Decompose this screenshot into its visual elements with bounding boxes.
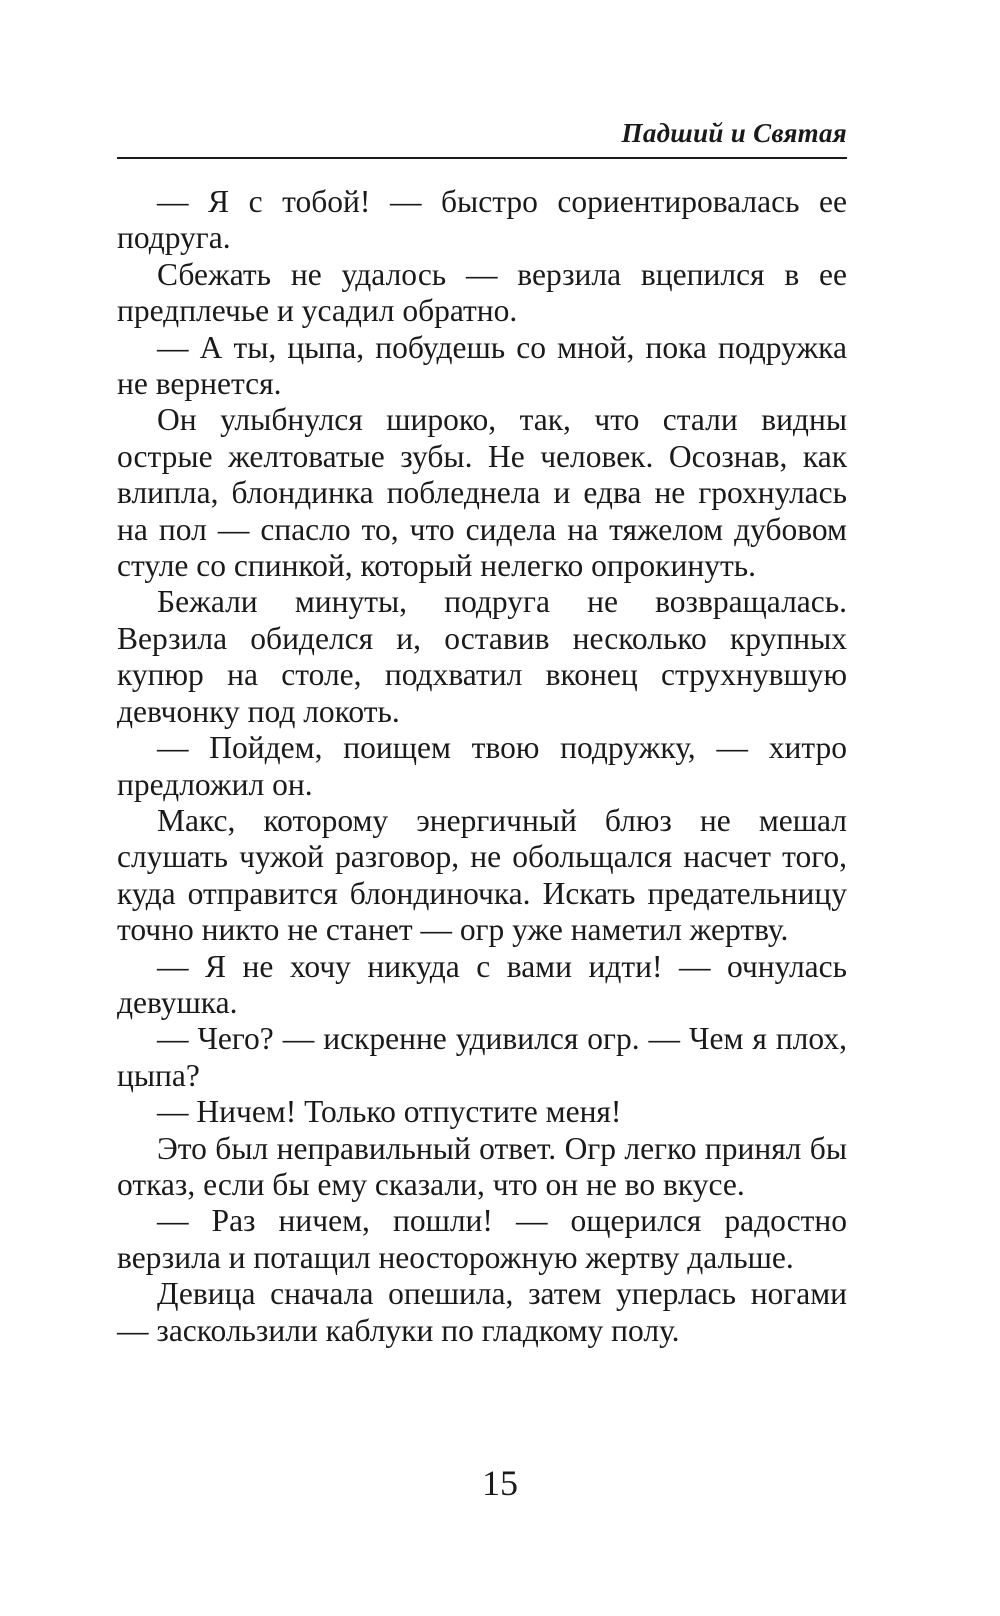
paragraph: Это был неправильный ответ. Огр легко принял бы отказ, если бы ему сказали, что он не во вкусе. <box>117 1130 847 1202</box>
paragraph: — Пойдем, поищем твою подружку, — хитро предложил он. <box>117 730 847 802</box>
header-rule <box>117 157 847 159</box>
paragraph: Девица сначала опешила, затем уперлась ногами — заскользили каблуки по гладкому полу. <box>117 1276 847 1348</box>
running-title: Падший и Святая <box>621 118 847 148</box>
body-text <box>117 184 847 1349</box>
page-number: 15 <box>482 1463 518 1503</box>
paragraph: — А ты, цыпа, побудешь со мной, пока подружка не вернется. <box>117 329 847 402</box>
paragraph: — Я не хочу никуда с вами идти! — очнулась девушка. <box>117 948 847 1020</box>
paragraph: Макс, которому энергичный блюз не мешал слушать чужой разговор, не обольщался насчет того, куда отправится блондиночка. Искать предательницу точно никто не станет — огр уже наметил жертву. <box>117 802 847 948</box>
paragraph: — Чего? — искренне удивился огр. — Чем я плох, цыпа? <box>117 1021 847 1093</box>
paragraph: Бежали минуты, подруга не возвращалась. Верзила обиделся и, оставив несколько крупных купюр на столе, подхватил вконец струхнувшую девчонку под локоть. <box>117 584 847 729</box>
paragraph: — Я с тобой! — быстро сориентировалась ее подруга. <box>117 184 847 256</box>
paragraph: Он улыбнулся широко, так, что стали видны острые желтоватые зубы. Не человек. Осознав, как влипла, блондинка побледнела и едва не грохнулась на пол — спасло то, что сидела на тяжелом дубовом стуле со спинкой, который нелегко опрокинуть. <box>117 402 847 584</box>
paragraph: Сбежать не удалось — верзила вцепился в ее предплечье и усадил обратно. <box>117 256 847 329</box>
paragraph: — Ничем! Только отпустите меня! <box>157 1094 622 1130</box>
paragraph: — Раз ничем, пошли! — ощерился радостно верзила и потащил неосторожную жертву дальше. <box>117 1203 847 1275</box>
